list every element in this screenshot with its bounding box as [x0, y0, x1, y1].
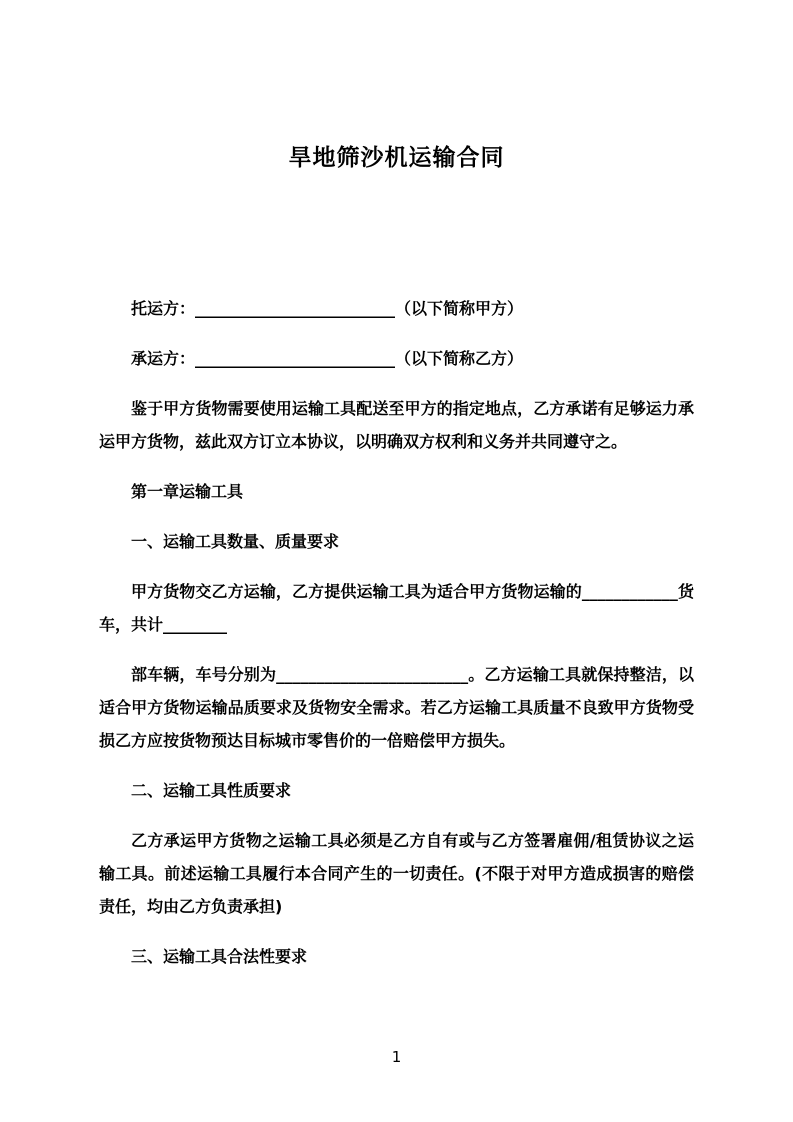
- shipper-line: 托运方：_________________________（以下简称甲方）: [131, 299, 524, 318]
- intro-paragraph: 鉴于甲方货物需要使用运输工具配送至甲方的指定地点，乙方承诺有足够运力承运甲方货物，兹此双方订立本协议，以明确双方权利和义务并共同遵守之。: [99, 399, 694, 451]
- page-number: 1: [391, 1048, 402, 1066]
- paragraph-ownership: 乙方承运甲方货物之运输工具必须是乙方自有或与乙方签署雇佣/租赁协议之运输工具。前述运输工具履行本合同产生的一切责任。(不限于对甲方造成损害的赔偿责任，均由乙方负责承担): [99, 831, 694, 916]
- chapter-1-heading: 第一章运输工具: [131, 482, 244, 501]
- paragraph-vehicle-count: 甲方货物交乙方运输，乙方提供运输工具为适合甲方货物运输的____________货车，共计________: [99, 582, 694, 634]
- section-3-heading: 三、运输工具合法性要求: [131, 947, 308, 966]
- document-title: 旱地筛沙机运输合同: [288, 145, 505, 171]
- section-2-heading: 二、运输工具性质要求: [131, 781, 292, 800]
- carrier-line: 承运方：_________________________（以下简称乙方）: [131, 349, 524, 368]
- paragraph-vehicle-numbers: 部车辆，车号分别为________________________。乙方运输工具就保持整洁，以适合甲方货物运输品质要求及货物安全需求。若乙方运输工具质量不良致甲方货物受损乙方应按货物预达目标城市零售价的一倍赔偿甲方损失。: [99, 665, 694, 750]
- section-1-heading: 一、运输工具数量、质量要求: [131, 532, 340, 551]
